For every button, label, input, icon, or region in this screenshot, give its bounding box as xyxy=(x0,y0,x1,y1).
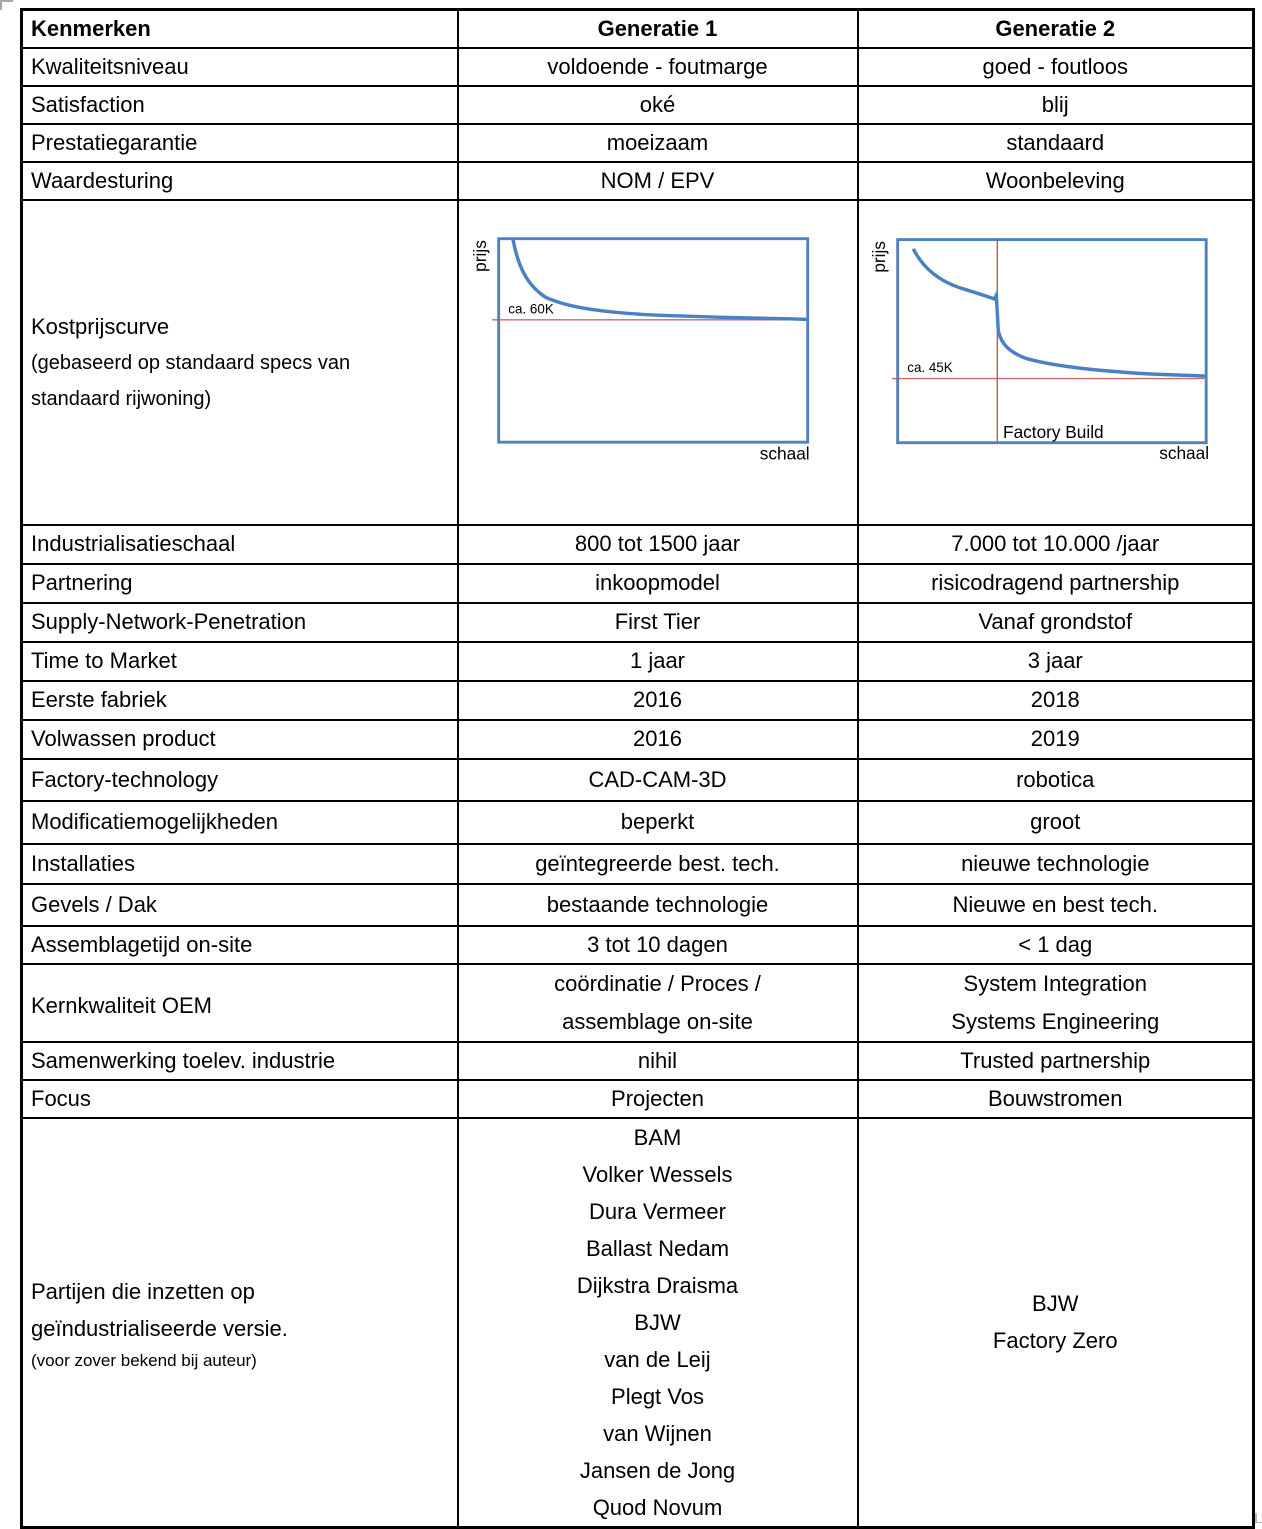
cell-gen2: nieuwe technologie xyxy=(858,844,1254,884)
table-row-focus xyxy=(22,1080,1254,1118)
cell-gen1: 2016 xyxy=(458,681,858,720)
row-label: Gevels / Dak xyxy=(22,884,458,926)
cell-gen2: < 1 dag xyxy=(858,926,1254,964)
scan-artifact-bottom-right xyxy=(1255,1513,1262,1523)
table-row-satisfaction xyxy=(22,86,1254,124)
table-row-waardesturing xyxy=(22,162,1254,200)
cell-gen2: Nieuwe en best tech. xyxy=(858,884,1254,926)
row-label: Installaties xyxy=(22,844,458,884)
row-label: Volwassen product xyxy=(22,720,458,759)
row-label: Kernkwaliteit OEM xyxy=(22,964,458,1042)
row-label: Kwaliteitsniveau xyxy=(22,48,458,86)
cell-gen1: bestaande technologie xyxy=(458,884,858,926)
cell-gen2: Woonbeleving xyxy=(858,162,1254,200)
plot-border xyxy=(498,239,807,442)
cell-gen1: 3 tot 10 dagen xyxy=(458,926,858,964)
cell-gen2: 2018 xyxy=(858,681,1254,720)
party-list: BAM Volker Wessels Dura Vermeer Ballast Nedam Dijkstra Draisma BJW van de Leij Plegt Vos van Wijnen Jansen de Jong Quod Novum xyxy=(576,1124,739,1520)
row-label: Focus xyxy=(22,1080,458,1118)
cell-gen2: robotica xyxy=(858,759,1254,801)
cell-gen1: Projecten xyxy=(458,1080,858,1118)
cell-gen1: 800 tot 1500 jaar xyxy=(458,525,858,564)
row-label: Eerste fabriek xyxy=(22,681,458,720)
table-row-industrialisatieschaal xyxy=(22,525,1254,564)
table-row-gevels-dak xyxy=(22,884,1254,926)
table-row-partnering xyxy=(22,564,1254,603)
table-row-partijen xyxy=(22,1118,1254,1528)
table-row-installaties xyxy=(22,844,1254,884)
kostprijscurve-subtitle: (gebaseerd op standaard specs van standaard rijwoning) xyxy=(31,351,351,410)
cell-gen1: voldoende - foutmarge xyxy=(458,48,858,86)
cell-gen2: risicodragend partnership xyxy=(858,564,1254,603)
x-axis-label: schaal xyxy=(759,443,810,464)
row-label: Modificatiemogelijkheden xyxy=(22,801,458,844)
multiline-value: System Integration Systems Engineering xyxy=(951,970,1160,1034)
row-label: Time to Market xyxy=(22,642,458,681)
cell-gen1: CAD-CAM-3D xyxy=(458,759,858,801)
cell-gen2: Bouwstromen xyxy=(858,1080,1254,1118)
cell-gen1: inkoopmodel xyxy=(458,564,858,603)
y-axis-label: prijs xyxy=(868,241,889,273)
table-row-time-to-market xyxy=(22,642,1254,681)
multiline-value: coördinatie / Proces / assemblage on-site xyxy=(554,970,761,1034)
cell-gen1: oké xyxy=(458,86,858,124)
table-row-assemblagetijd xyxy=(22,926,1254,964)
cell-gen1: beperkt xyxy=(458,801,858,844)
row-label: Partnering xyxy=(22,564,458,603)
table-row-factory-technology xyxy=(22,759,1254,801)
cell-gen2: groot xyxy=(858,801,1254,844)
row-label: Assemblagetijd on-site xyxy=(22,926,458,964)
cell-gen2: Trusted partnership xyxy=(858,1042,1254,1080)
row-label: Industrialisatieschaal xyxy=(22,525,458,564)
cell-gen1: First Tier xyxy=(458,603,858,642)
cell-gen1: 1 jaar xyxy=(458,642,858,681)
table-row-volwassen-product xyxy=(22,720,1254,759)
reference-label: ca. 45K xyxy=(906,360,953,376)
row-label: Waardesturing xyxy=(22,162,458,200)
factory-build-label: Factory Build xyxy=(1002,422,1104,443)
plot-border xyxy=(897,240,1206,443)
row-label-partijen xyxy=(22,1118,458,1528)
row-label: Factory-technology xyxy=(22,759,458,801)
table-row-samenwerking xyxy=(22,1042,1254,1080)
document-page xyxy=(20,8,1255,1529)
cell-gen1 xyxy=(458,964,858,1042)
x-axis-label: schaal xyxy=(1158,443,1209,464)
cell-gen1: 2016 xyxy=(458,720,858,759)
table-row-supply-network-penetration xyxy=(22,603,1254,642)
y-axis-label: prijs xyxy=(469,240,490,272)
table-row-prestatiegarantie xyxy=(22,124,1254,162)
scan-artifact-top-left xyxy=(0,0,13,10)
row-label: Prestatiegarantie xyxy=(22,124,458,162)
cell-gen2: goed - foutloos xyxy=(858,48,1254,86)
column-header-generatie-2: Generatie 2 xyxy=(858,10,1254,48)
row-label-kostprijscurve xyxy=(22,200,458,525)
row-label: Samenwerking toelev. industrie xyxy=(22,1042,458,1080)
cell-gen2-parties xyxy=(858,1118,1254,1528)
cell-gen2: 3 jaar xyxy=(858,642,1254,681)
column-header-kenmerken: Kenmerken xyxy=(22,10,458,48)
table-row-kwaliteitsniveau xyxy=(22,48,1254,86)
column-header-generatie-1: Generatie 1 xyxy=(458,10,858,48)
header-row xyxy=(22,10,1254,48)
partijen-label: Partijen die inzetten op geïndustrialiseerde versie. xyxy=(31,1279,288,1341)
row-label: Supply-Network-Penetration xyxy=(22,603,458,642)
row-label: Satisfaction xyxy=(22,86,458,124)
partijen-note: (voor zover bekend bij auteur) xyxy=(31,1351,257,1370)
cell-gen2: 2019 xyxy=(858,720,1254,759)
kostprijscurve-title: Kostprijscurve xyxy=(31,313,170,339)
cost-curve-chart-gen2 xyxy=(867,208,1245,516)
cell-gen2: 7.000 tot 10.000 /jaar xyxy=(858,525,1254,564)
reference-label: ca. 60K xyxy=(507,301,554,317)
cost-curve-chart-gen1 xyxy=(467,208,849,516)
comparison-table xyxy=(20,8,1255,1529)
cell-gen2: blij xyxy=(858,86,1254,124)
cell-gen1-parties xyxy=(458,1118,858,1528)
cell-gen1: nihil xyxy=(458,1042,858,1080)
table-row-kernkwaliteit-oem xyxy=(22,964,1254,1042)
cell-gen2: standaard xyxy=(858,124,1254,162)
cell-chart-gen1 xyxy=(458,200,858,525)
cell-gen2: Vanaf grondstof xyxy=(858,603,1254,642)
cell-gen1: geïntegreerde best. tech. xyxy=(458,844,858,884)
cell-gen1: NOM / EPV xyxy=(458,162,858,200)
cell-gen1: moeizaam xyxy=(458,124,858,162)
table-row-eerste-fabriek xyxy=(22,681,1254,720)
cell-chart-gen2 xyxy=(858,200,1254,525)
party-list: BJW Factory Zero xyxy=(992,1291,1118,1353)
table-row-modificatiemogelijkheden xyxy=(22,801,1254,844)
table-row-kostprijscurve xyxy=(22,200,1254,525)
cell-gen2 xyxy=(858,964,1254,1042)
